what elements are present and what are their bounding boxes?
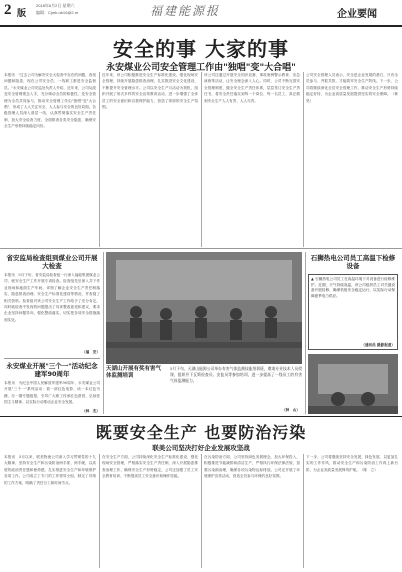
column-divider bbox=[103, 252, 104, 414]
maintenance-headline: 石狮热电公司员工高温下检修设备 bbox=[310, 254, 396, 270]
bottom-body-col2: 在安全生产方面，公司持续深化安全生产标准化建设，强化现场安全管理，严格落实安全生产责任制，深入开展隐患排查治理工作，确保安全生产形势稳定。公司还加强了员工安全教育培训，不断提高员工安全意识和操作技能。 bbox=[102, 455, 198, 479]
bottom-body-col3: 在污染防治方面，公司坚持绿色发展理念，加大环保投入，积极推进节能减排和清洁生产，严格执行环保法律法规，加强污染源治理，确保各项污染物达标排放。公司还开展了环境保护宣传活动，营造全员参与环保的良好氛围。 bbox=[204, 455, 300, 479]
inspection-headline: 省安监局检查组到煤业公司开展大检查 bbox=[6, 254, 98, 270]
page-section-label: 版 bbox=[17, 9, 27, 19]
newspaper-masthead: 福建能源报 bbox=[150, 4, 221, 18]
lead-body-col3: 该公司还通过开展安全知识竞赛、事故案例警示教育、应急演练等活动，让安全理念深入人心。同时，公司不断完善安全管理制度，健全安全生产责任体系，层层签订安全生产责任书，将安全责任落实到每一个岗位、每一名员工，真正做到安全生产人人有责、人人尽责。 bbox=[204, 73, 300, 103]
training-caption: 5月下旬，天湖山能源公司举办有害气体监测技能培训班，邀请专业技术人员授课，组织井下瓦斯检查员、安监员等参加培训，进一步提高了一线员工的有害气体监测能力。 bbox=[170, 366, 302, 383]
column-divider bbox=[201, 72, 202, 247]
column-divider bbox=[303, 454, 304, 568]
editor-line: 编辑：Cjmb.ub10@2.m bbox=[36, 10, 79, 15]
anniversary-author: （林 杰） bbox=[82, 409, 100, 413]
lead-headline: 安全的事 大家的事 bbox=[113, 37, 289, 61]
bottom-subheadline: 联美公司坚决打好企业发展攻坚战 bbox=[152, 444, 250, 452]
training-photo bbox=[106, 252, 302, 364]
anniversary-headline: 永安煤业开展"三个一"活动纪念建军90周年 bbox=[6, 362, 98, 378]
page-number: 2 bbox=[4, 2, 12, 18]
bottom-headline: 既要安全生产 也要防治污染 bbox=[95, 423, 307, 442]
lead-body-col2: 近年来，该公司积极推进安全生产标准化建设，强化现场安全管理，持续开展隐患排查治理，扎实推进安全文化建设，不断提升安全管理水平。公司以安全生产月活动为契机，组织开展了形式多样的安全宣传教育活动，进一步增强了全体员工的安全意识和自我保护能力，营造了浓厚的安全生产氛围。 bbox=[102, 73, 198, 110]
bottom-body-col4: 下一步，公司将继续坚持安全发展、绿色发展，以更加扎实的工作作风，推动安全生产和污染防治工作再上新台阶，为企业高质量发展保驾护航。（陈 立） bbox=[306, 455, 398, 472]
column-divider bbox=[99, 72, 100, 247]
box-divider bbox=[4, 358, 100, 359]
training-headline: 天湖山开展有奖有害气体监测培训 bbox=[106, 366, 162, 379]
column-divider bbox=[201, 454, 202, 568]
lead-subheadline: 永安煤业公司安全管理工作由"独唱"变"大合唱" bbox=[106, 63, 296, 73]
maintenance-author: （通讯员 摄影报道） bbox=[361, 343, 395, 347]
column-divider bbox=[303, 72, 304, 247]
section-divider bbox=[0, 248, 402, 249]
column-divider bbox=[305, 252, 306, 414]
maintenance-photo bbox=[308, 354, 398, 414]
anniversary-body: 本报讯 为纪念中国人民解放军建军90周年，永安煤业公司开展"三个一"系列活动：看一部红色电影、读一本红色书籍、办一期专题板报，引导广大职工传承红色基因，弘扬爱国主义精神，以实际行动推动企业安全发展。 bbox=[4, 381, 100, 405]
bottom-body-col1: 本报讯 5月以来，联美物流公司深入学习贯彻党的十九大精神，坚持安全生产和污染防治两手抓、两手硬，以高度的政治责任感和使命感，扎实推进安全生产和环境保护各项工作。公司成立了专门的工作领导小组，制定了详细的工作方案，明确了责任分工和时间节点。 bbox=[4, 455, 96, 485]
lead-body-col1: 本报讯 "过去公司为解决安全大检查中存在的问题，查找问题和隐患，现在公司安全员、一线职工都是安全监督员。"永安煤业公司安监处负责人介绍，近年来，公司从改变安全管理观念入手，充分调动全员的积极性，变安全管理为全员共同参与，推动安全管理工作由"独唱"变"大合唱"，形成了人人关注安全、人人参与安全的良好局面。各级管理人员深入基层一线，认真贯彻落实安全生产责任制，加大安全检查力度，全面排查各类安全隐患，确保安全生产形势持续稳定向好。 bbox=[4, 73, 96, 129]
inspection-body: 本报讯 5月下旬，省安监局检查组一行深入福能集团煤业公司，就安全生产工作开展专项检查。检查组先后深入井下作业现场和地面生产车间，详细了解企业安全生产责任制落实、隐患排查治理、安全生产标准化建设等情况，并查阅了相关资料。检查组对该公司安全生产工作给予了充分肯定，同时就检查中发现的问题提出了具体整改意见和建议，要求企业坚持问题导向，强化整改落实，切实把各项安全措施落到实处。 bbox=[4, 273, 100, 322]
page-header bbox=[0, 0, 402, 27]
training-author: （钟 山） bbox=[282, 408, 300, 412]
inspection-author: （福 安） bbox=[82, 350, 100, 354]
column-divider bbox=[99, 454, 100, 568]
issue-date: 2018年6月2日 星期六 bbox=[36, 3, 75, 8]
section-title: 企业要闻 bbox=[337, 9, 377, 20]
maintenance-caption: ▲ 石狮热电公司员工在高温环境下对设备进行检修维护。近期，天气持续高温，该公司组织员工对关键设备开展检修，确保机组安全稳定运行，以实际行动保障夏季电力供应。 bbox=[311, 277, 395, 298]
section-divider bbox=[0, 416, 402, 417]
lead-body-col4: 公司安全管理人员表示，安全是企业发展的基石，只有全员参与、齐抓共管，才能筑牢安全生产防线。下一步，公司将继续深化全员安全管理工作，推动安全生产形势持续稳定好转，为企业高质量发展提供坚实的安全保障。（林 昊） bbox=[306, 73, 402, 103]
